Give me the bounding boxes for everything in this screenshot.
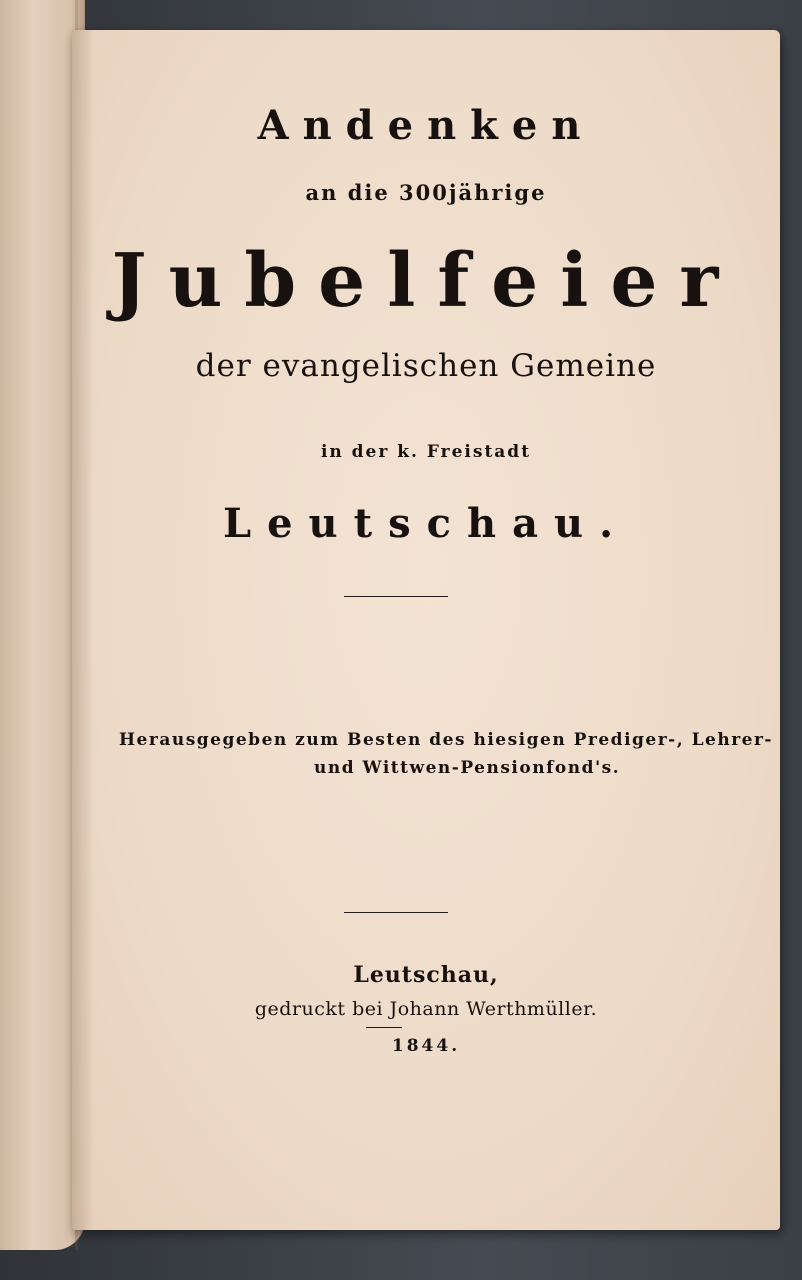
divider-rule-top — [344, 596, 448, 597]
dedication-line-2: und Wittwen-Pensionfond's. — [314, 758, 621, 778]
title-page — [72, 30, 780, 1230]
subheading-gemeine: der evangelischen Gemeine — [195, 348, 657, 384]
heading-andenken: Andenken — [257, 102, 595, 149]
imprint-year: 1844. — [391, 1036, 461, 1056]
heading-jubelfeier: Jubelfeier — [111, 238, 741, 324]
subheading-300-jaehrige: an die 300jährige — [305, 180, 547, 205]
subheading-freistadt: in der k. Freistadt — [320, 442, 532, 462]
imprint-printer: gedruckt bei Johann Werthmüller. — [254, 998, 598, 1020]
heading-leutschau: Leutschau. — [222, 500, 629, 547]
dedication-line-1: Herausgegeben zum Besten des hiesigen Prediger-, Lehrer- — [119, 730, 773, 750]
imprint-place: Leutschau, — [353, 962, 499, 988]
imprint-short-rule — [366, 1027, 402, 1028]
divider-rule-bottom — [344, 912, 448, 913]
